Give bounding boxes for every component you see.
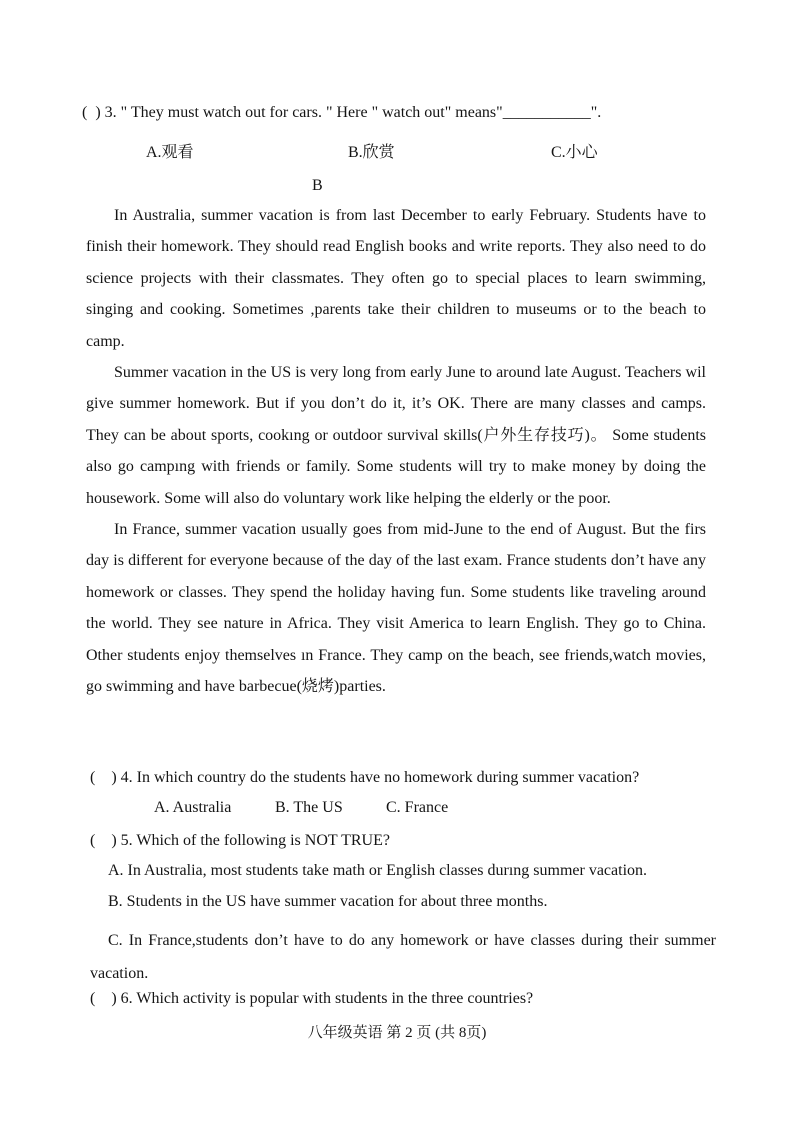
page-footer: 八年级英语 第 2 页 (共 8页) bbox=[307, 1025, 487, 1041]
question-3-option-a: A.观看 bbox=[146, 144, 194, 161]
question-5-option-c: C. In France,students don’t have to do any homework or have classes during their summer vacation. bbox=[90, 932, 716, 982]
passage-paragraph-australia: In Australia, summer vacation is from last December to early February. Students have to finish their homework. They should read English books and write reports. They also need to do science projects with their classmates. They often go to special places to learn swimming, singing and cooking. Sometimes ,parents take their children to museums or to the beach to camp. bbox=[86, 207, 706, 350]
question-4-option-a: A. Australia bbox=[154, 799, 232, 816]
question-6-stem: ( ) 6. Which activity is popular with students in the three countries? bbox=[90, 990, 534, 1007]
passage-paragraph-france: In France, summer vacation usually goes from mid-June to the end of August. But the firs day is different for everyone because of the day of the last exam. France students don’t have any homework or classes. They spend the holiday having fun. Some students like traveling around the world. They see nature in Africa. They visit America to learn English. They go to China. Other students enjoy themselves ın France. They camp on the beach, see friends,watch movies, go swimming and have barbecue(烧烤)parties. bbox=[86, 521, 706, 696]
question-3-option-b: B.欣赏 bbox=[348, 144, 395, 161]
question-4-option-c: C. France bbox=[386, 799, 449, 816]
question-3-stem: ( ) 3. " They must watch out for cars. " Here " watch out" means"___________". bbox=[82, 104, 602, 121]
question-5-option-b: B. Students in the US have summer vacation for about three months. bbox=[108, 893, 548, 910]
question-5-stem: ( ) 5. Which of the following is NOT TRUE? bbox=[90, 832, 390, 849]
reading-passage bbox=[86, 200, 706, 703]
question-4-option-b: B. The US bbox=[275, 799, 343, 816]
question-5-option-a: A. In Australia, most students take math or English classes durıng summer vacation. bbox=[108, 862, 648, 879]
question-3-option-c: C.小心 bbox=[551, 144, 598, 161]
passage-paragraph-us: Summer vacation in the US is very long from early June to around late August. Teachers wil give summer homework. But if you don’t do it, it’s OK. There are many classes and camps. They can be about sports, cookıng or outdoor survival skills(户外生存技巧)。 Some students also go campıng with friends or family. Some students will try to make money by doing the housework. Some will also do voluntary work like helping the elderly or the poor. bbox=[86, 364, 706, 507]
passage-section-label: B bbox=[312, 177, 323, 194]
question-4-stem: ( ) 4. In which country do the students have no homework during summer vacation? bbox=[90, 769, 640, 786]
